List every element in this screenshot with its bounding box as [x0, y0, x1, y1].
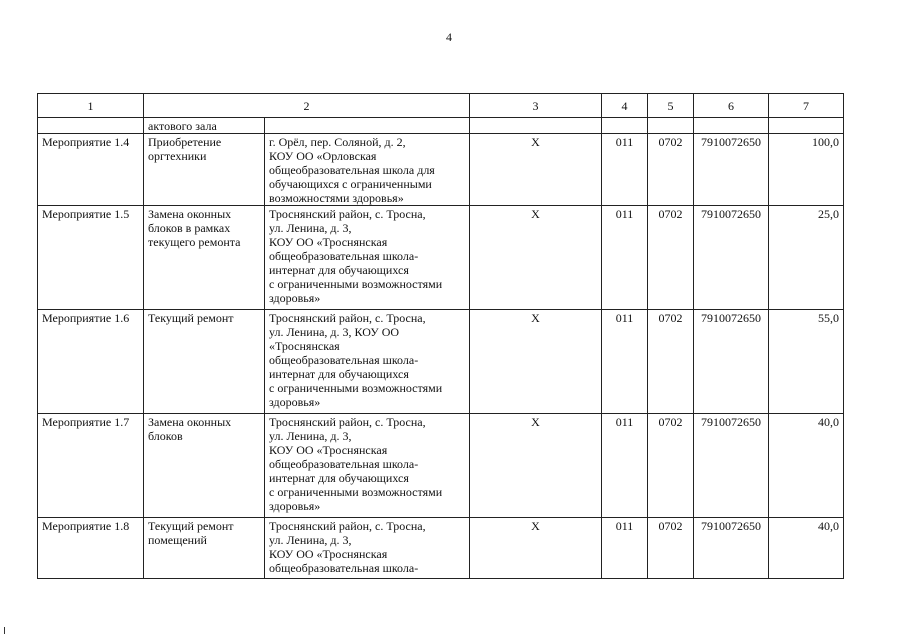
continuation-c4 [602, 118, 648, 134]
address-cell: г. Орёл, пер. Соляной, д. 2, КОУ ОО «Орловская общеобразовательная школа для обучающихся с ограниченными возможностями здоровья» [265, 134, 470, 206]
continuation-c6 [694, 118, 769, 134]
header-col-3: 3 [470, 94, 602, 118]
col6-cell: 7910072650 [694, 414, 769, 518]
activity-cell: Мероприятие 1.7 [38, 414, 144, 518]
col4-cell: 011 [602, 414, 648, 518]
col6-cell: 7910072650 [694, 518, 769, 579]
table-row [38, 414, 844, 518]
name-cell: Приобретение оргтехники [144, 134, 265, 206]
continuation-c5 [648, 118, 694, 134]
budget-table [37, 93, 844, 579]
header-row [38, 94, 844, 118]
continuation-c3 [470, 118, 602, 134]
continuation-address [265, 118, 470, 134]
col6-cell: 7910072650 [694, 206, 769, 310]
address-cell: Троснянский район, с. Тросна, ул. Ленина, д. 3, КОУ ОО «Троснянская общеобразовательная школа- [265, 518, 470, 579]
page-number: 4 [446, 30, 452, 44]
col4-cell: 011 [602, 206, 648, 310]
address-cell: Троснянский район, с. Тросна, ул. Ленина, д. 3, КОУ ОО «Троснянская общеобразовательная школа- интернат для обучающихся с ограниченными возможностями здоровья» [265, 414, 470, 518]
name-cell: Замена оконных блоков в рамках текущего ремонта [144, 206, 265, 310]
col3-cell: X [470, 518, 602, 579]
col4-cell: 011 [602, 518, 648, 579]
continuation-activity [38, 118, 144, 134]
header-col-5: 5 [648, 94, 694, 118]
margin-mark [4, 627, 5, 634]
amount-cell: 55,0 [769, 310, 844, 414]
activity-cell: Мероприятие 1.6 [38, 310, 144, 414]
header-col-1: 1 [38, 94, 144, 118]
col6-cell: 7910072650 [694, 310, 769, 414]
col5-cell: 0702 [648, 518, 694, 579]
table-row [38, 134, 844, 206]
continuation-row [38, 118, 844, 134]
name-cell: Текущий ремонт [144, 310, 265, 414]
continuation-c7 [769, 118, 844, 134]
name-cell: Текущий ремонт помещений [144, 518, 265, 579]
col5-cell: 0702 [648, 206, 694, 310]
amount-cell: 25,0 [769, 206, 844, 310]
activity-cell: Мероприятие 1.4 [38, 134, 144, 206]
name-cell: Замена оконных блоков [144, 414, 265, 518]
col3-cell: X [470, 134, 602, 206]
activity-cell: Мероприятие 1.8 [38, 518, 144, 579]
header-col-7: 7 [769, 94, 844, 118]
header-col-2: 2 [144, 94, 470, 118]
address-cell: Троснянский район, с. Тросна, ул. Ленина, д. 3, КОУ ОО «Троснянская общеобразовательная школа- интернат для обучающихся с ограниченными возможностями здоровья» [265, 310, 470, 414]
table-row [38, 518, 844, 579]
header-col-4: 4 [602, 94, 648, 118]
table-row [38, 310, 844, 414]
header-col-6: 6 [694, 94, 769, 118]
col3-cell: X [470, 206, 602, 310]
col4-cell: 011 [602, 134, 648, 206]
table-row [38, 206, 844, 310]
col5-cell: 0702 [648, 134, 694, 206]
amount-cell: 40,0 [769, 414, 844, 518]
address-cell: Троснянский район, с. Тросна, ул. Ленина, д. 3, КОУ ОО «Троснянская общеобразовательная школа- интернат для обучающихся с ограниченными возможностями здоровья» [265, 206, 470, 310]
col3-cell: X [470, 310, 602, 414]
amount-cell: 100,0 [769, 134, 844, 206]
amount-cell: 40,0 [769, 518, 844, 579]
col5-cell: 0702 [648, 310, 694, 414]
continuation-description: актового зала [144, 118, 265, 134]
col5-cell: 0702 [648, 414, 694, 518]
col4-cell: 011 [602, 310, 648, 414]
col6-cell: 7910072650 [694, 134, 769, 206]
col3-cell: X [470, 414, 602, 518]
activity-cell: Мероприятие 1.5 [38, 206, 144, 310]
